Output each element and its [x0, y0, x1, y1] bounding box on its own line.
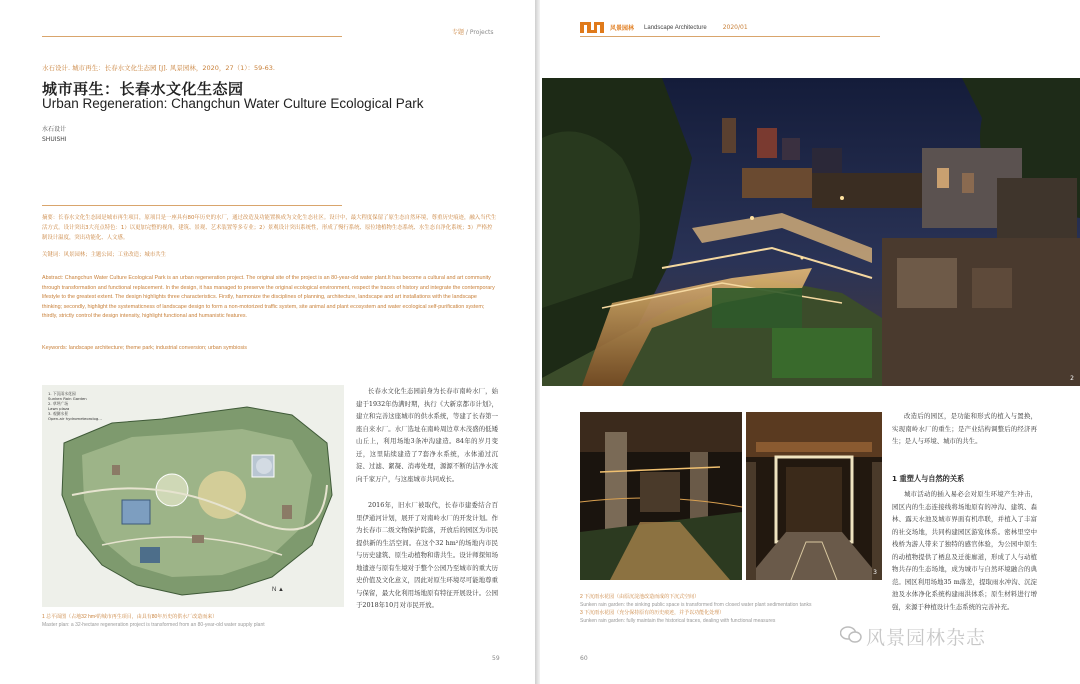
page-number: 59 — [492, 655, 500, 662]
section-heading: 1 重塑人与自然的关系 — [892, 474, 965, 483]
svg-text:N ▲: N ▲ — [272, 587, 284, 593]
body-paragraph-1: 长春水文化生态园前身为长春市南岭水厂，始建于1932年伪满时期，执行《大新京都市计划》，建立和完善这座城市的供水系统，等建了长春第一座自来水厂。水厂选址在南岭周边草木茂盛的低矮山丘上，利用场地3条冲沟建造。84年的岁月变迁，这里陆续建造了7套净水系统，水体通过沉淀、过滤、絮凝、消毒处理，源源不断的洁净水流向千家万户，与这座城市共同成长。 — [356, 387, 498, 483]
sunken-photo-2-drawing — [746, 412, 882, 580]
left-page — [0, 0, 535, 684]
master-plan-image — [42, 385, 344, 607]
photo-number: 3 — [873, 569, 877, 576]
abstract-en: Abstract: Changchun Water Culture Ecological Park is an urban regeneration project. The original site of the project is an 80-year-old water plant.It has become a cultural and art community through transformation and functional replacement. In the design, it has managed to preserve the original ecological environment, respect the traces of history and integrate the contemporary lifestyle to the greatest extent. The design highlights three characteristics. Firstly, harmonize the disciplines of planning, architecture, landscape and art installations with the landscape thinking; secondly, highlight the systematicness of landscape design to form a non-motorized traffic system, site animal and plant ecosystem and water ecological self-purification system; thirdly, strictly control the design intensity, highlight functional and humanistic features. — [42, 275, 495, 320]
caption-cn-2: 3 下沉雨水花园（充分保持原有的历史痕迹，并予以功能化处理） — [580, 610, 725, 616]
wechat-icon — [840, 626, 862, 644]
title-en: Urban Regeneration: Changchun Water Culture Ecological Park — [42, 96, 424, 111]
journal-logo-text: 风景园林 — [610, 25, 635, 32]
photo-captions — [580, 593, 880, 625]
map-caption-cn: 1 总平面图（占地32 hm²的城市再生项目，由具有80年历史的供水厂改造而来） — [42, 614, 218, 620]
caption-en-2: Sunken rain garden: fully maintain the historical traces, dealing with functional measures — [580, 618, 776, 624]
legend-item: 2. 草坪广场 — [48, 401, 69, 406]
journal-logo-icon — [580, 22, 604, 33]
journal-name-en: Landscape Architecture — [644, 24, 707, 31]
map-legend — [48, 391, 102, 421]
watermark: 风景园林杂志 — [866, 627, 987, 649]
journal-issue: 2020/01 — [722, 24, 748, 31]
top-rule — [42, 36, 342, 37]
author-cn: 水石设计 — [42, 126, 67, 133]
legend-item: Open-air hydrometeorolog... — [48, 416, 102, 421]
night-photo-drawing — [542, 78, 1080, 386]
header-rule — [580, 36, 880, 37]
body-intro: 改造后的园区，是功能和形式的植入与置换，实现南岭水厂的重生；是产业结构调整后的经济再生；是人与环境、城市的共生。 — [892, 412, 1037, 445]
body-paragraph-2: 2016年，旧水厂被取代，长春市建委结合百里伊通河计划，展开了对南岭水厂的开发计划。作为长春市二级文物保护院落，开放后的园区为市民提供新的生活空间。在这个32 hm²的场地内市民与历史建筑、原生动植物和谐共生。设计师探知场地遗迹与原有生境对于整个公园乃至城市的重大历史价值及文化意义，因此对原生环境尽可能地尊重与保留，最大化利用场地原有特征开展设计。公园于2018年10月对市民开放。 — [356, 501, 498, 609]
caption-cn-1: 2 下沉雨水花园（由原沉淀池改造而成的下沉式空间） — [580, 594, 700, 600]
legend-item: Sunken Rain Garden — [48, 396, 87, 401]
legend-item: 3. 观测水景 — [48, 411, 69, 416]
sunken-garden-photo-2 — [746, 412, 882, 580]
abstract-rule — [42, 205, 342, 206]
section-cn: 专题 — [452, 29, 465, 36]
sunken-photo-1-drawing — [580, 412, 742, 580]
section-body: 城市活动的插入易必会对原生环境产生冲击，园区内的生态连接线将场地原有的冲沟、建筑、森林、露天水池及城市界面有机串联，并植入了丰富的社交场地，共同构建园区游览体系。密林里空中栈桥为游人带来了独特的感官体验，为公园中原生的动植物提供了栖息及迁徙廊道，形成了人与动植物共存的生态场地，成为城市与自然环境融合的典范。园区利用场地35 m落差，提取雨水冲沟、沉淀池及水体净化系统构建雨洪体系；原生材料进行增强，来源于种植设计生态系统的完善补充。 — [892, 490, 1037, 611]
section-label: 专题 / Projects — [452, 29, 494, 36]
page-number: 60 — [580, 655, 588, 662]
citation: 水石设计. 城市再生：长春水文化生态园 [J]. 风景园林，2020，27（1）：59-63. — [42, 64, 275, 72]
map-caption-en: Master plan: a 32-hectare regeneration project is transformed from an 80-year-old water supply plant — [42, 622, 265, 628]
journal-header — [580, 22, 748, 33]
abstract-cn: 摘要：长春水文化生态园是城市再生项目，原项目是一座具有80年历史的水厂，通过改造及功能置换成为文化生态社区。设计中，最大程度保留了原生态自然环境，尊重历史痕迹，融入当代生活方式。设计突出3大亮点特色：1）以更加完整的视角，建筑、景观、艺术装置等多专业；2）景观设计突出系统性，形成了慢行系统、原位地植物生态系统、水生态自净化系统；3）严格控制设计温度，突出功能化、人文感。 — [42, 215, 497, 241]
section-en: Projects — [469, 29, 494, 36]
sunken-garden-photo-1 — [580, 412, 742, 580]
author-en: SHUISHI — [42, 136, 67, 143]
legend-item: Lawn plaza — [48, 406, 70, 411]
title-cn: 城市再生：长春水文化生态园 — [42, 80, 244, 98]
park-night-photo — [542, 78, 1080, 386]
right-page — [540, 0, 1080, 684]
keywords-en: Keywords: landscape architecture; theme park; industrial conversion; urban symbiosis — [42, 345, 247, 351]
photo-number: 2 — [1070, 375, 1074, 382]
keywords-cn: 关键词：风景园林；主题公园；工业改造；城市共生 — [42, 252, 166, 258]
caption-en-1: Sunken rain garden: the sinking public space is transformed from closed water plant sedimentation tanks — [580, 602, 812, 608]
map-caption — [42, 613, 342, 629]
legend-item: 1. 下沉雨水花园 — [48, 391, 76, 396]
